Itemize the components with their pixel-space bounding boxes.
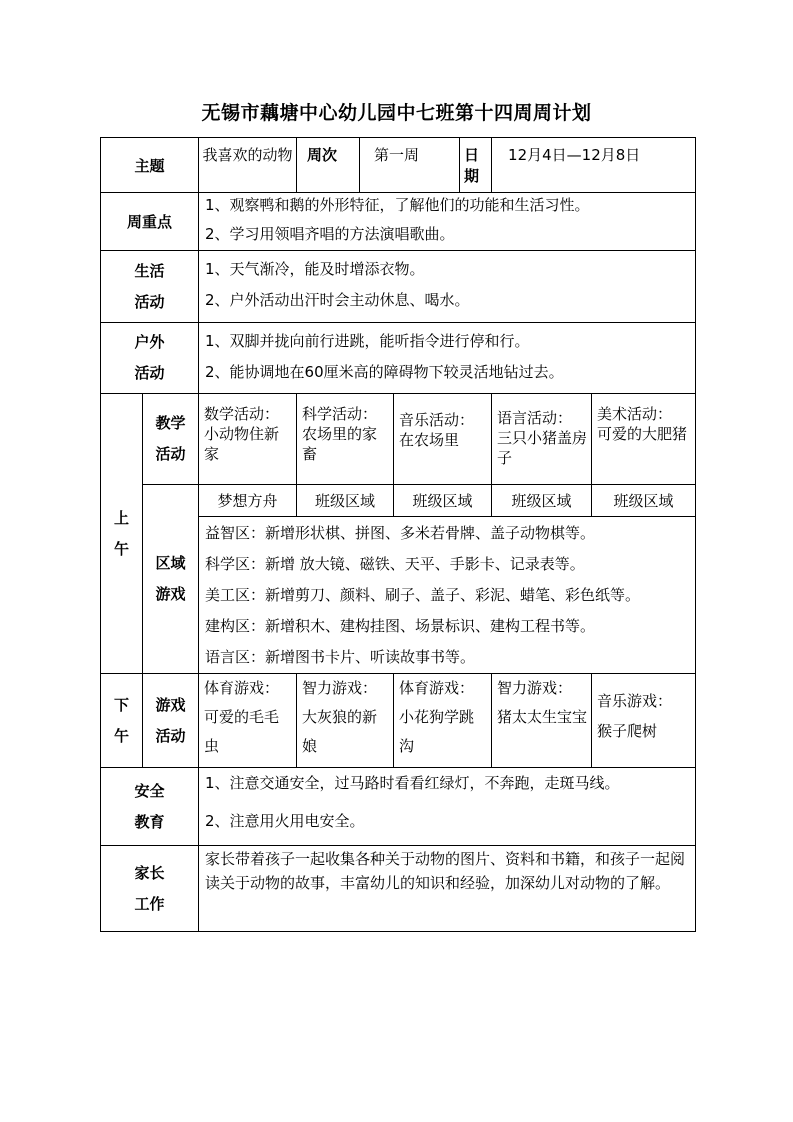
teaching-name: 可爱的大肥猪 (597, 425, 688, 443)
morning-label (101, 394, 143, 674)
teaching-item (297, 394, 394, 485)
safety-label (101, 768, 199, 846)
morning-label-line: 上 (113, 508, 129, 527)
outdoor-label-line: 户外 (134, 333, 165, 351)
teaching-item (394, 394, 492, 485)
teaching-type: 语言活动： (497, 409, 573, 427)
afternoon-label (101, 674, 143, 768)
teaching-item (199, 394, 297, 485)
life-content (199, 251, 696, 323)
safety-label-line: 教育 (134, 812, 165, 831)
teaching-label-line: 教学 (155, 414, 186, 432)
game-type: 音乐游戏： (597, 692, 673, 710)
games-label (143, 674, 199, 768)
game-name: 小花狗学跳沟 (399, 708, 475, 755)
game-name: 可爱的毛毛虫 (204, 708, 280, 755)
teaching-item (492, 394, 592, 485)
theme-label: 主题 (101, 138, 199, 193)
theme-value: 我喜欢的动物 (199, 138, 297, 193)
game-name: 猴子爬树 (597, 722, 658, 740)
teaching-label (143, 394, 199, 485)
safety-content (199, 768, 696, 846)
afternoon-label-line: 下 (113, 695, 129, 714)
teaching-type: 科学活动： (302, 405, 378, 423)
games-label-line: 活动 (155, 726, 186, 745)
teaching-label-line: 活动 (155, 445, 186, 463)
area-label (143, 485, 199, 674)
area-line: 建构区：新增积木、建构挂图、场景标识、建构工程书等。 (205, 617, 596, 635)
life-label-line: 活动 (134, 292, 165, 311)
outdoor-content (199, 323, 696, 394)
life-label (101, 251, 199, 323)
teaching-name: 小动物住新家 (204, 425, 280, 463)
area-line: 科学区：新增 放大镜、磁铁、天平、手影卡、记录表等。 (205, 555, 585, 573)
game-item (199, 674, 297, 768)
weekly-plan-table (100, 137, 696, 932)
focus-line: 2、学习用领唱齐唱的方法演唱歌曲。 (205, 225, 455, 243)
date-value: 12月4日—12月8日 (492, 138, 696, 193)
area-line: 语言区：新增图书卡片、听读故事书等。 (205, 648, 476, 666)
game-type: 体育游戏： (399, 679, 475, 697)
page-title: 无锡市藕塘中心幼儿园中七班第十四周周计划 (201, 102, 592, 124)
teaching-type: 美术活动： (597, 405, 673, 423)
game-item (297, 674, 394, 768)
week-value: 第一周 (360, 138, 460, 193)
area-header: 班级区域 (492, 485, 592, 517)
parents-label-line: 工作 (134, 894, 165, 913)
outdoor-label-line: 活动 (134, 364, 165, 382)
focus-line: 1、观察鸭和鹅的外形特征，了解他们的功能和生活习性。 (205, 196, 590, 214)
game-type: 体育游戏： (204, 679, 280, 697)
teaching-type: 数学活动： (204, 405, 280, 423)
life-line: 2、户外活动出汗时会主动休息、喝水。 (205, 291, 470, 309)
outdoor-label (101, 323, 199, 394)
area-header: 班级区域 (592, 485, 696, 517)
focus-content (199, 193, 696, 251)
safety-line: 2、注意用火用电安全。 (205, 812, 365, 830)
area-header: 班级区域 (297, 485, 394, 517)
game-item (492, 674, 592, 768)
game-type: 智力游戏： (302, 679, 378, 697)
date-label: 日期 (460, 138, 492, 193)
game-name: 大灰狼的新娘 (302, 708, 378, 755)
teaching-name: 农场里的家畜 (302, 425, 378, 463)
area-header: 梦想方舟 (199, 485, 297, 517)
afternoon-label-line: 午 (113, 726, 129, 745)
parents-label-line: 家长 (134, 863, 165, 882)
game-item (592, 674, 696, 768)
life-line: 1、天气渐冷，能及时增添衣物。 (205, 260, 425, 278)
game-item (394, 674, 492, 768)
area-line: 美工区：新增剪刀、颜料、刷子、盖子、彩泥、蜡笔、彩色纸等。 (205, 586, 641, 604)
morning-label-line: 午 (113, 539, 129, 558)
game-type: 智力游戏： (497, 679, 573, 697)
focus-label: 周重点 (101, 193, 199, 251)
life-label-line: 生活 (134, 261, 165, 280)
area-line: 益智区：新增形状棋、拼图、多米若骨牌、盖子动物棋等。 (205, 524, 596, 542)
teaching-item (592, 394, 696, 485)
outdoor-line: 1、双脚并拢向前行进跳，能听指令进行停和行。 (205, 332, 530, 350)
parents-label (101, 846, 199, 932)
area-label-line: 游戏 (155, 585, 186, 603)
area-label-line: 区域 (155, 554, 186, 572)
safety-label-line: 安全 (134, 781, 165, 800)
teaching-name: 三只小猪盖房子 (497, 429, 588, 467)
parents-content: 家长带着孩子一起收集各种关于动物的图片、资料和书籍，和孩子一起阅读关于动物的故事，丰富幼儿的知识和经验，加深幼儿对动物的了解。 (199, 846, 696, 932)
area-content (199, 517, 696, 674)
outdoor-line: 2、能协调地在60厘米高的障碍物下较灵活地钻过去。 (205, 363, 564, 381)
games-label-line: 游戏 (155, 695, 186, 714)
week-label: 周次 (297, 138, 360, 193)
area-header: 班级区域 (394, 485, 492, 517)
game-name: 猪太太生宝宝 (497, 708, 588, 726)
teaching-name: 在农场里 (399, 431, 460, 449)
teaching-type: 音乐活动： (399, 411, 475, 429)
safety-line: 1、注意交通安全，过马路时看看红绿灯，不奔跑，走斑马线。 (205, 774, 620, 792)
